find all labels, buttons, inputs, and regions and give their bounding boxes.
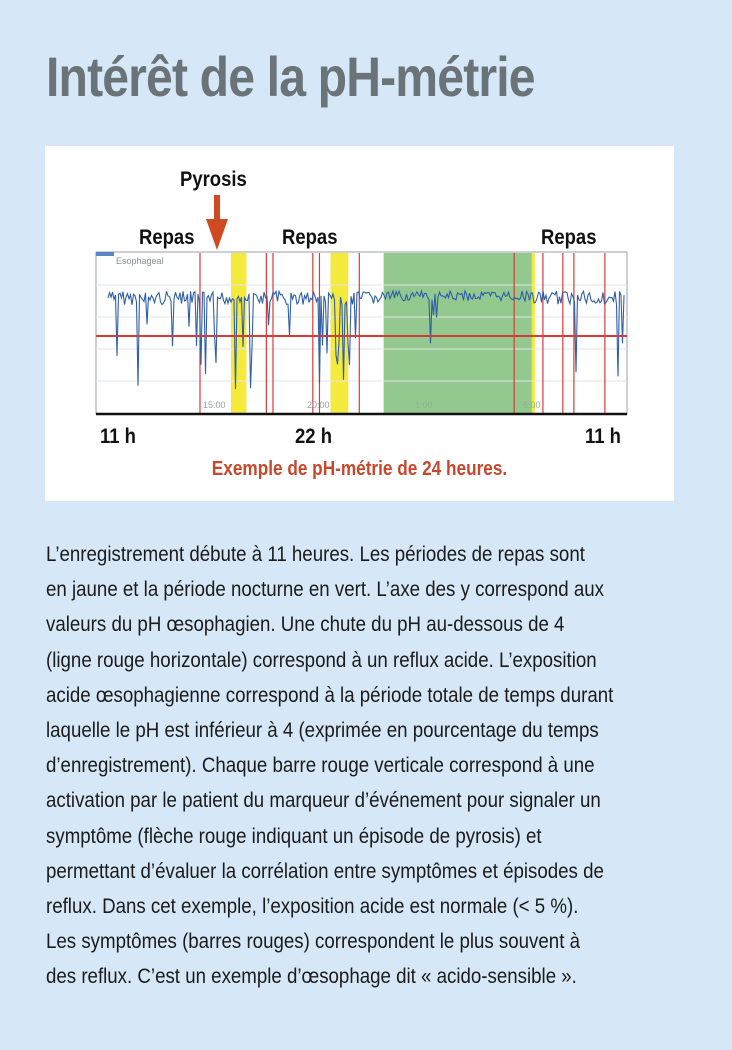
pyrosis-arrow-icon: [206, 195, 228, 250]
ph-chart-figure: [45, 146, 674, 501]
body-line: L’enregistrement débute à 11 heures. Les périodes de repas sont: [46, 543, 585, 566]
body-paragraph: [46, 537, 669, 995]
chart-tick-1: 15:00: [203, 400, 226, 410]
ph-chart: [45, 146, 674, 501]
meal-label-3: Repas: [541, 226, 597, 249]
body-line: permettant d’évaluer la corrélation entre symptômes et épisodes de: [46, 859, 604, 883]
meal-period-band: [532, 253, 535, 413]
meal-label-2: Repas: [282, 226, 338, 249]
body-line: activation par le patient du marqueur d’événement pour signaler un: [46, 789, 601, 813]
plot-background: [96, 252, 627, 414]
figure-caption: Exemple de pH-métrie de 24 heures.: [211, 458, 508, 480]
x-axis-label-mid: 22 h: [295, 425, 332, 448]
body-line: symptôme (flèche rouge indiquant un épisode de pyrosis) et: [46, 824, 542, 848]
x-axis-label-end: 11 h: [585, 425, 621, 448]
page-title: Intérêt de la pH-métrie: [46, 45, 535, 108]
body-line: valeurs du pH œsophagien. Une chute du pH au-dessous de 4: [46, 613, 565, 637]
night-period-band: [384, 253, 532, 413]
body-line: laquelle le pH est inférieur à 4 (exprimée en pourcentage du temps: [46, 719, 599, 743]
meal-period-band: [231, 253, 246, 413]
body-line: (ligne rouge horizontale) correspond à un reflux acide. L’exposition: [46, 648, 597, 672]
pyrosis-label: Pyrosis: [180, 168, 247, 191]
chart-tick-4: 6:00: [523, 400, 541, 410]
body-line: acide œsophagienne correspond à la période totale de temps durant: [46, 683, 614, 707]
chart-tick-2: 20:00: [307, 400, 330, 410]
body-line: des reflux. C’est un exemple d’œsophage dit « acido-sensible ».: [46, 965, 577, 989]
body-line: reflux. Dans cet exemple, l’exposition acide est normale (< 5 %).: [46, 895, 579, 919]
body-line: Les symptômes (barres rouges) correspondent le plus souvent à: [46, 930, 580, 954]
meal-label-1: Repas: [139, 226, 195, 249]
x-axis-label-start: 11 h: [100, 425, 136, 448]
chart-header: Esophageal: [116, 256, 164, 266]
body-line: en jaune et la période nocturne en vert. L’axe des y correspond aux: [46, 578, 604, 602]
body-line: d’enregistrement). Chaque barre rouge verticale correspond à une: [46, 754, 595, 778]
chart-tick-3: 1:00: [415, 400, 433, 410]
